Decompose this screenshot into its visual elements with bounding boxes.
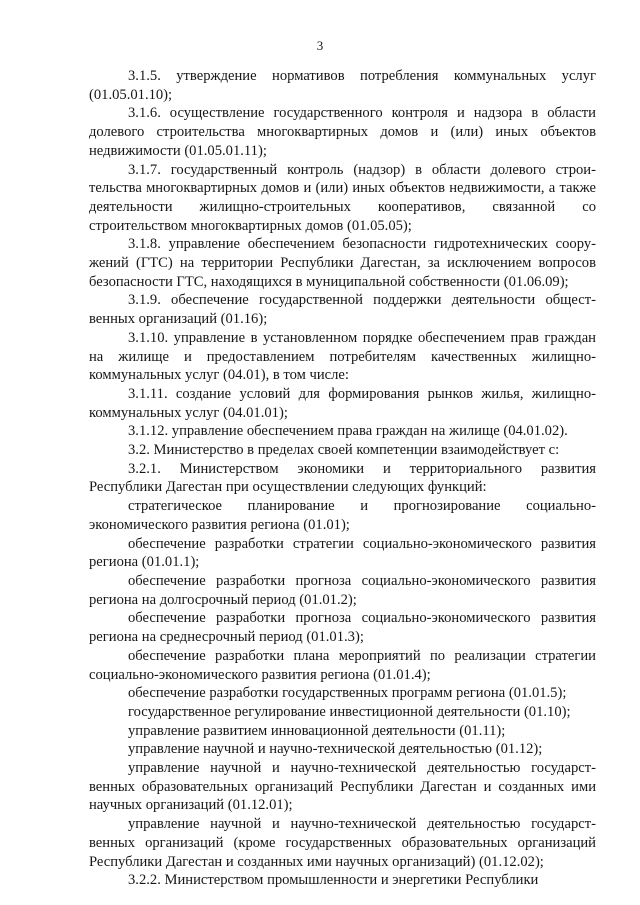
function-item: обеспечение разработки плана мероприятий по реализации стратегии социально-экономического развития региона (01.01.4); — [89, 647, 596, 683]
function-item: обеспечение разработки прогноза социально-экономического развития региона на среднесрочный период (01.01.3); — [89, 610, 596, 646]
function-item: управление научной и научно-технической деятельностью государственных организаций (кроме государственных образовательных организаций Республики Дагестан и созданных ими научных организаций) (01.12.02); — [89, 816, 596, 870]
paragraph-3-1-8: 3.1.8. управление обеспечением безопасности гидротехнических сооружений (ГТС) на территории Республики Дагестан, за исключением вопросов безопасности ГТС, находящихся в муниципальной собственности (01.06.09); — [89, 236, 596, 290]
paragraph-3-1-11: 3.1.11. создание условий для формирования рынков жилья, жилищно-коммунальных услуг (04.01.01); — [89, 385, 596, 421]
document-body — [89, 67, 596, 890]
page-number: 3 — [316, 38, 324, 53]
paragraph-3-2: 3.2. Министерство в пределах своей компетенции взаимодействует с: — [128, 442, 560, 459]
paragraph-3-1-5: 3.1.5. утверждение нормативов потребления коммунальных услуг (01.05.01.10); — [89, 68, 596, 103]
paragraph-3-1-10: 3.1.10. управление в установленном порядке обеспечением прав граждан на жилище и предоставлением потребителям качественных жилищно-коммунальных услуг (04.01), в том числе: — [89, 329, 596, 384]
function-item: обеспечение разработки прогноза социально-экономического развития региона на долгосрочный период (01.01.2); — [89, 572, 596, 608]
paragraph-3-1-9: 3.1.9. обеспечение государственной поддержки деятельности общественных организаций (01.16); — [89, 292, 596, 328]
paragraph-3-1-7: 3.1.7. государственный контроль (надзор) в области долевого строительства многоквартирных домов и (или) иных объектов недвижимости, а также деятельности жилищно-строительных кооперативов, связанной со строительством многоквартирных домов (01.05.05); — [89, 161, 596, 234]
function-item: управление научной и научно-технической деятельностью (01.12); — [128, 741, 543, 758]
function-item: управление научной и научно-технической деятельностью государственных образовательных организаций Республики Дагестан и созданных ими научных организаций (01.12.01); — [89, 760, 596, 814]
function-item: обеспечение разработки стратегии социально-экономического развития региона (01.01.1); — [89, 535, 596, 571]
function-item: стратегическое планирование и прогнозирование социально-экономического развития региона (01.01); — [89, 498, 596, 533]
function-item: государственное регулирование инвестиционной деятельности (01.10); — [128, 703, 571, 720]
paragraph-3-2-1: 3.2.1. Министерством экономики и территориального развития Республики Дагестан при осуществлении следующих функций: — [89, 460, 596, 496]
paragraph-3-1-6: 3.1.6. осуществление государственного контроля и надзора в области долевого строительства многоквартирных домов и (или) иных объектов недвижимости (01.05.01.11); — [89, 105, 596, 159]
paragraph-3-2-2: 3.2.2. Министерством промышленности и энергетики Республики — [128, 872, 539, 889]
function-item: управление развитием инновационной деятельности (01.11); — [128, 722, 506, 739]
function-item: обеспечение разработки государственных программ региона (01.01.5); — [128, 685, 567, 702]
paragraph-3-1-12: 3.1.12. управление обеспечением права граждан на жилище (04.01.02). — [128, 423, 568, 440]
